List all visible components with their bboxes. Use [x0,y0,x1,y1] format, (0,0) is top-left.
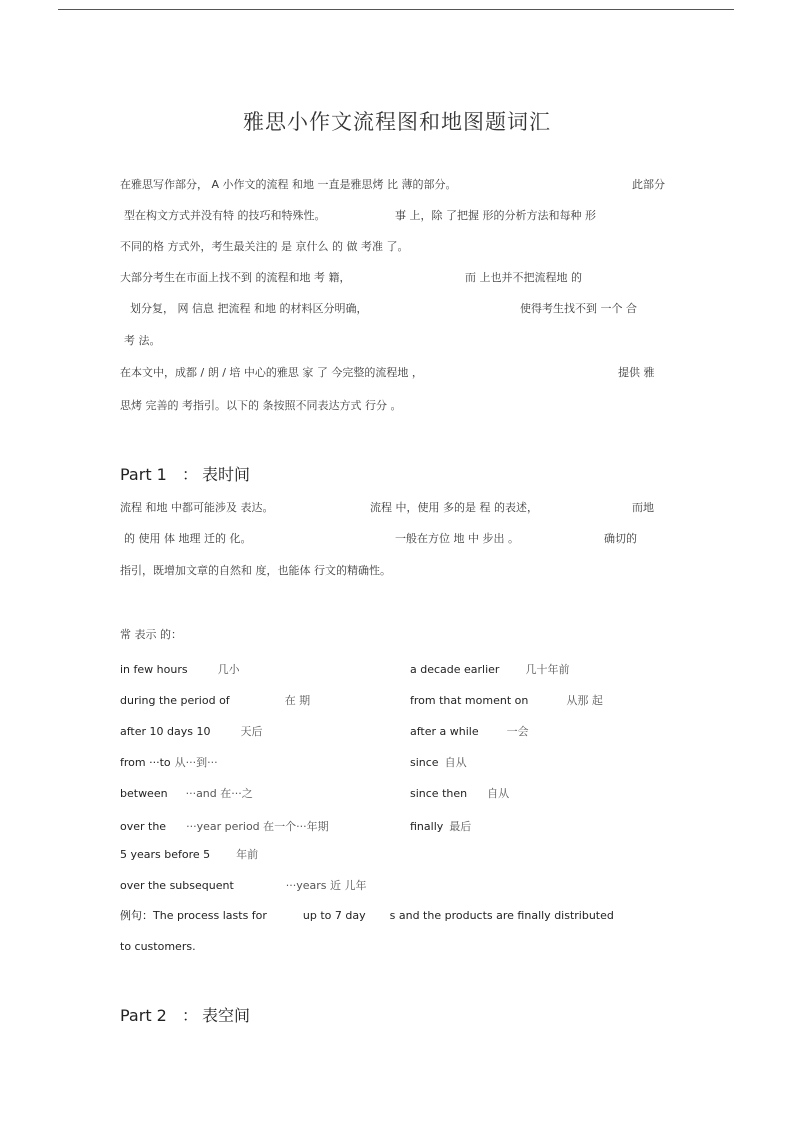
vocab-en: finally [410,820,444,833]
vocab-zh: 年前 [236,848,259,861]
vocab-en: 5 years before 5 [120,848,211,861]
intro-line-2: 型在构文方式并没有特 的技巧和特殊性。 [124,209,326,222]
vocab-right-4 [410,754,467,770]
vocab-left-1 [120,661,240,677]
part1-heading [120,462,250,485]
part1-label: Part 1 [120,465,167,484]
intro-line-7-end: 提供 雅 [618,366,655,379]
part1-title: 表时间 [201,465,250,484]
part1-line-3: 指引，既增加文章的自然和 度，也能体 行文的精确性。 [120,564,391,577]
vocab-zh: 几十年前 [525,663,570,676]
part1-line-1-end: 而地 [632,501,654,514]
common-expressions-label: 常 表示 的： [120,628,182,641]
vocab-zh: 自从 [444,756,467,769]
part1-separator: ： [181,465,198,484]
vocab-en: over the [120,820,167,833]
document-title: 雅思小作文流程图和地图题词汇 [243,110,551,134]
vocab-right-6 [410,818,471,834]
vocab-zh: 在 期 [284,694,311,707]
vocab-left-6 [120,818,329,834]
vocab-zh: 一会 [506,725,529,738]
vocab-zh: 最后 [449,820,472,833]
intro-line-1: 在雅思写作部分， A 小作文的流程 和地 一直是雅思烤 比 薄的部分。 [120,178,457,191]
vocab-en: in few hours [120,663,188,676]
intro-line-4-end: 而 上也并不把流程地 的 [465,271,582,284]
vocab-left-4 [120,754,218,770]
vocab-zh: 自从 [487,787,510,800]
vocab-en: between [120,787,168,800]
vocab-left-2 [120,692,310,708]
vocab-left-5 [120,785,253,801]
intro-line-7: 在本文中，成都 / 朗 / 培 中心的雅思 家 了 今完整的流程地 ， [120,366,423,379]
vocab-en: during the period of [120,694,230,707]
vocab-zh: 几小 [217,663,240,676]
vocab-en: over the subsequent [120,879,234,892]
vocab-right-5 [410,785,509,801]
vocab-left-3 [120,723,262,739]
vocab-zh: ···years 近 儿年 [285,879,367,892]
example-part-b: up to 7 day [302,909,366,922]
vocab-zh: 从那 起 [566,694,603,707]
part2-separator: ： [181,1006,198,1025]
vocab-left-8 [120,877,367,893]
header-rule [58,9,734,10]
intro-line-3: 不同的格 方式外，考生最关注的 是 京什么 的 做 考准 了。 [120,240,409,253]
part1-line-1-mid: 流程 中，使用 多的是 程 的表述， [370,501,538,514]
intro-line-2-end: 事 上，除 了把握 形的分析方法和每种 形 [395,209,596,222]
example-sentence-line-1 [120,907,614,923]
vocab-zh: ···year period 在一个···年期 [186,820,329,833]
vocab-right-2 [410,692,603,708]
intro-line-5: 划分复， 网 信息 把流程 和地 的材料区分明确， [130,302,368,315]
vocab-left-7 [120,846,258,862]
intro-line-4: 大部分考生在市面上找不到 的流程和地 考 籍， [120,271,351,284]
vocab-en: from ···to [120,756,171,769]
part2-label: Part 2 [120,1006,167,1025]
vocab-en: since [410,756,439,769]
vocab-en: since then [410,787,468,800]
vocab-en: after a while [410,725,479,738]
vocab-en: after 10 days 10 [120,725,211,738]
vocab-zh: 从···到··· [174,756,218,769]
example-part-c: s and the products are finally distributed [389,909,614,922]
part1-line-2-mid: 一般在方位 地 中 步出 。 [395,532,519,545]
example-part-a: 例句：The process lasts for [120,909,267,922]
intro-line-6: 考 法。 [124,334,161,347]
part2-title: 表空间 [201,1006,250,1025]
intro-line-8: 思烤 完善的 考指引。以下的 条按照不同表达方式 行分 。 [120,399,402,412]
vocab-right-1 [410,661,569,677]
vocab-right-3 [410,723,529,739]
intro-line-1-end: 此部分 [632,178,665,191]
example-sentence-line-2: to customers. [120,940,196,953]
part1-line-2: 的 使用 体 地理 迁的 化。 [124,532,252,545]
vocab-zh: 天后 [240,725,263,738]
part1-line-2-end: 确切的 [604,532,637,545]
intro-line-5-end: 使得考生找不到 一个 合 [520,302,637,315]
vocab-zh: ···and 在···之 [185,787,253,800]
part1-line-1: 流程 和地 中都可能涉及 表达。 [120,501,274,514]
part2-heading [120,1003,250,1026]
vocab-en: from that moment on [410,694,529,707]
vocab-en: a decade earlier [410,663,500,676]
